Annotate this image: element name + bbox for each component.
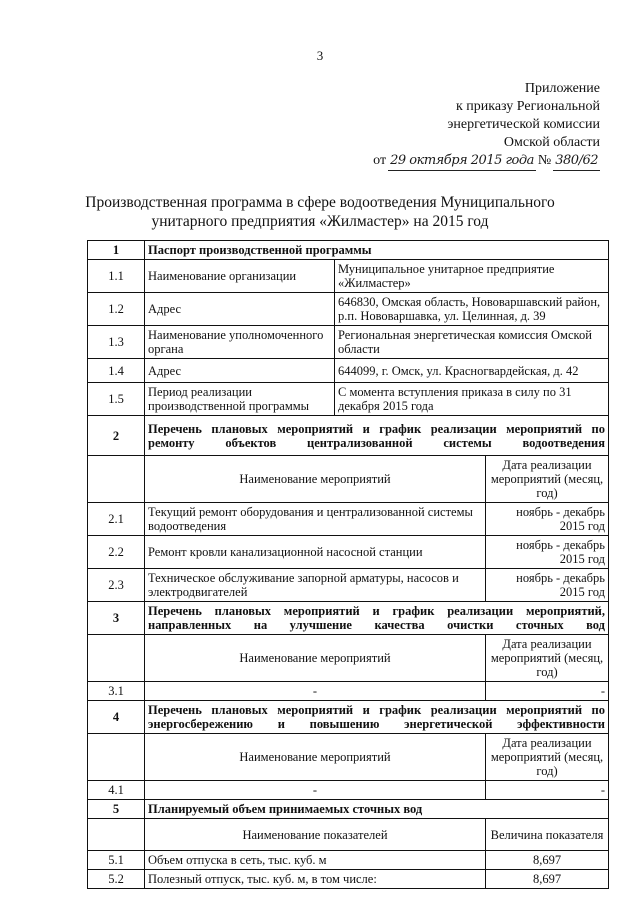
column-header-name: Наименование мероприятий xyxy=(145,456,486,503)
section-title: Перечень плановых мероприятий и график реализации мероприятий по ремонту объектов централизованной системы водоотведения xyxy=(145,416,609,456)
row-value: 644099, г. Омск, ул. Красногвардейская, д. 42 xyxy=(335,359,609,383)
indicator-value: 8,697 xyxy=(486,870,609,889)
title-line: унитарного предприятия «Жилмастер» на 2015 год xyxy=(151,213,489,230)
table-row xyxy=(88,682,609,701)
row-value: Региональная энергетическая комиссия Омской области xyxy=(335,326,609,359)
appendix-line: Омской области xyxy=(503,135,600,150)
table-row xyxy=(88,870,609,889)
section-number: 4 xyxy=(88,701,145,734)
table-row xyxy=(88,569,609,602)
activity-name: - xyxy=(145,781,486,800)
table-row xyxy=(88,781,609,800)
table-row xyxy=(88,326,609,359)
column-header-name: Наименование мероприятий xyxy=(145,734,486,781)
row-number: 1.5 xyxy=(88,383,145,416)
activity-date: - xyxy=(486,682,609,701)
table-row xyxy=(88,260,609,293)
appendix-line: к приказу Региональной xyxy=(455,99,600,114)
section-title: Паспорт производственной программы xyxy=(145,241,609,260)
handwritten-date: 29 октября 2015 года xyxy=(388,152,536,171)
appendix-line: энергетической комиссии xyxy=(447,117,600,132)
section-header-row xyxy=(88,416,609,456)
section-number: 1 xyxy=(88,241,145,260)
row-number: 1.2 xyxy=(88,293,145,326)
section-header-row xyxy=(88,241,609,260)
row-label: Наименование уполномоченного органа xyxy=(145,326,335,359)
column-header-row xyxy=(88,456,609,503)
page-number: 3 xyxy=(316,48,324,63)
table-row xyxy=(88,293,609,326)
table-row xyxy=(88,536,609,569)
activity-name: - xyxy=(145,682,486,701)
row-number: 2.2 xyxy=(88,536,145,569)
row-value: 646830, Омская область, Нововаршавский район, р.п. Нововаршавка, ул. Целинная, д. 39 xyxy=(335,293,609,326)
section-number: 5 xyxy=(88,800,145,819)
row-label: Адрес xyxy=(145,293,335,326)
section-title: Перечень плановых мероприятий и график реализации мероприятий, направленных на улучшение качества очистки сточных вод xyxy=(145,602,609,635)
table-row xyxy=(88,383,609,416)
section-header-row xyxy=(88,602,609,635)
activity-date: ноябрь - декабрь 2015 год xyxy=(486,536,609,569)
column-header-row xyxy=(88,635,609,682)
row-number: 5.1 xyxy=(88,851,145,870)
activity-date: ноябрь - декабрь 2015 год xyxy=(486,503,609,536)
indicator-name: Объем отпуска в сеть, тыс. куб. м xyxy=(145,851,486,870)
row-value: С момента вступления приказа в силу по 31 декабря 2015 года xyxy=(335,383,609,416)
column-header-date: Дата реализации мероприятий (месяц, год) xyxy=(486,635,609,682)
activity-name: Ремонт кровли канализационной насосной станции xyxy=(145,536,486,569)
row-label: Период реализации производственной программы xyxy=(145,383,335,416)
column-header-value: Величина показателя xyxy=(486,819,609,851)
row-number: 4.1 xyxy=(88,781,145,800)
row-number: 1.1 xyxy=(88,260,145,293)
section-header-row xyxy=(88,800,609,819)
row-number: 2.1 xyxy=(88,503,145,536)
table-row xyxy=(88,503,609,536)
column-header-name: Наименование показателей xyxy=(145,819,486,851)
activity-date: ноябрь - декабрь 2015 год xyxy=(486,569,609,602)
activity-date: - xyxy=(486,781,609,800)
column-header-row xyxy=(88,819,609,851)
table-row xyxy=(88,359,609,383)
indicator-value: 8,697 xyxy=(486,851,609,870)
column-header-date: Дата реализации мероприятий (месяц, год) xyxy=(486,734,609,781)
program-table xyxy=(87,240,609,889)
column-header-date: Дата реализации мероприятий (месяц, год) xyxy=(486,456,609,503)
activity-name: Текущий ремонт оборудования и централизованной системы водоотведения xyxy=(145,503,486,536)
row-value: Муниципальное унитарное предприятие «Жилмастер» xyxy=(335,260,609,293)
date-prefix: от xyxy=(373,153,387,168)
row-number: 2.3 xyxy=(88,569,145,602)
activity-name: Техническое обслуживание запорной арматуры, насосов и электродвигателей xyxy=(145,569,486,602)
handwritten-order-number: 380/62 xyxy=(553,152,600,171)
indicator-name: Полезный отпуск, тыс. куб. м, в том числе: xyxy=(145,870,486,889)
section-title: Перечень плановых мероприятий и график реализации мероприятий по энергосбережению и повышению энергетической эффективности xyxy=(145,701,609,734)
row-number: 3.1 xyxy=(88,682,145,701)
section-number: 3 xyxy=(88,602,145,635)
row-number: 5.2 xyxy=(88,870,145,889)
number-prefix: № xyxy=(537,153,552,168)
row-label: Наименование организации xyxy=(145,260,335,293)
appendix-line: Приложение xyxy=(524,81,600,96)
column-header-name: Наименование мероприятий xyxy=(145,635,486,682)
row-label: Адрес xyxy=(145,359,335,383)
section-number: 2 xyxy=(88,416,145,456)
row-number: 1.4 xyxy=(88,359,145,383)
row-number: 1.3 xyxy=(88,326,145,359)
column-header-row xyxy=(88,734,609,781)
table-row xyxy=(88,851,609,870)
section-title: Планируемый объем принимаемых сточных вод xyxy=(145,800,609,819)
appendix-block xyxy=(373,80,600,171)
section-header-row xyxy=(88,701,609,734)
document-title xyxy=(70,193,570,231)
order-date-line xyxy=(373,152,600,171)
title-line: Производственная программа в сфере водоотведения Муниципального xyxy=(85,194,555,211)
